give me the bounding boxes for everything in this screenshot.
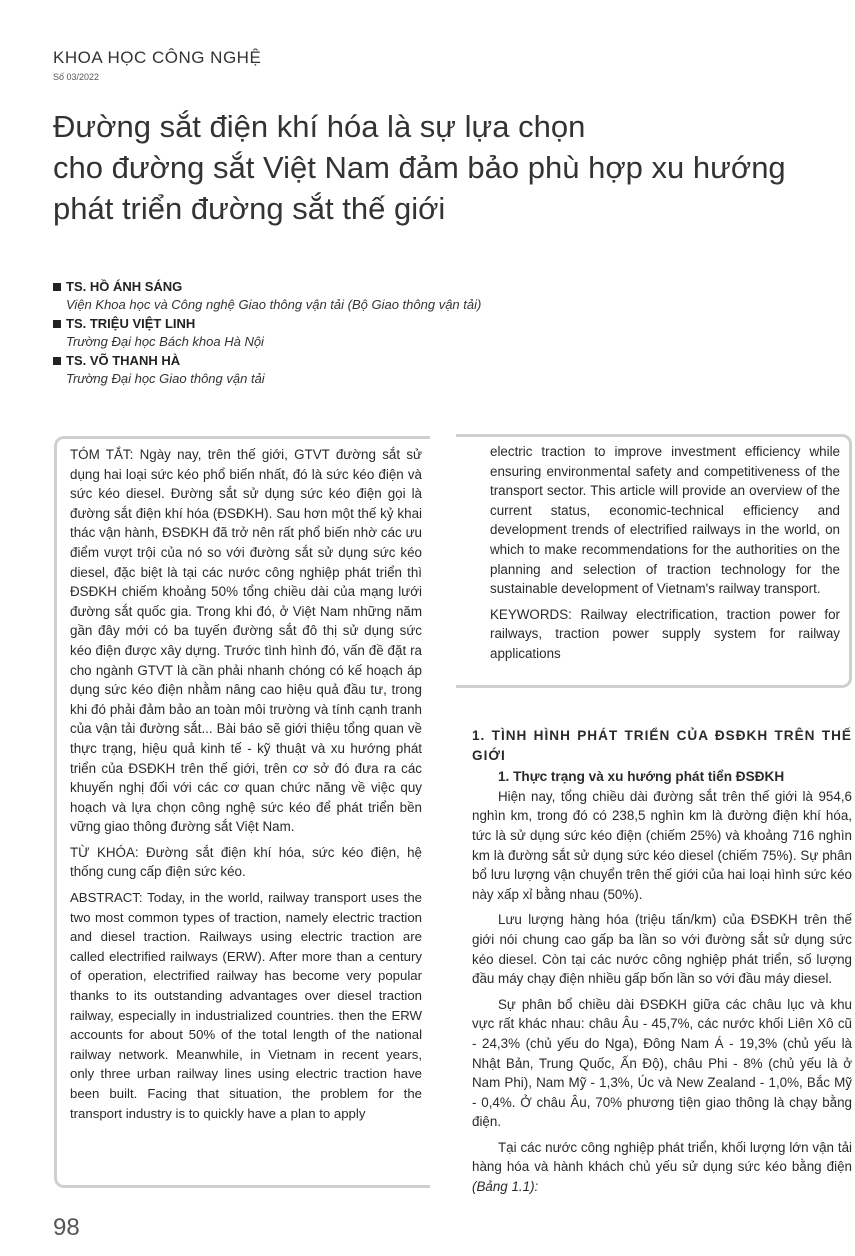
summary-text: Ngày nay, trên thế giới, GTVT đường sắt sử dụng hai loại sức kéo phổ biến nhất, đó là sức kéo điện và sức kéo diesel. Đường sắt sử dụng sức kéo điện gọi là đường sắt điện khí hóa (ĐSĐKH). Sau hơn một thế kỷ khai thác vận hành, ĐSĐKH đã trở nên rất phổ biến nhờ các ưu điểm vượt trội của nó so với đường sắt sử dụng sức kéo diesel, đặc biệt là tại các nước công nghiệp phát triển thì ĐSĐKH chiếm khoảng 50% tổng chiều dài của mạng lưới đường sắt quốc gia. Trong khi đó, ở Việt Nam những năm gần đây mới có ba tuyến đường sắt đô thị sử dụng sức kéo điện được xây dựng. Trước tình hình đó, vấn đề đặt ra cho ngành GTVT là cần phải nhanh chóng có kế hoạch áp dụng sức kéo điện nhằm nâng cao hiệu quả đầu tư, trong khi đó phải đảm bảo an toàn môi trường và tính cạnh tranh của vận tải đường sắt... Bài báo sẽ giới thiệu tổng quan về thực trạng, hiệu quả kinh tế - kỹ thuật và xu hướng phát triển của ĐSĐKH trên thế giới, trên cơ sở đó đưa ra các khuyến nghị đối với các cơ quan chức năng về việc quy hoạch và lựa chọn công nghệ sức kéo để phát triển bền vững giao thông đường sắt Việt Nam.	[70, 447, 422, 835]
title-line-3: phát triển đường sắt thế giới	[53, 191, 446, 226]
section-heading: 1. TÌNH HÌNH PHÁT TRIỂN CỦA ĐSĐKH TRÊN THẾ GIỚI	[472, 728, 852, 763]
author-2	[53, 315, 613, 333]
title-line-1: Đường sắt điện khí hóa là sự lựa chọn	[53, 109, 586, 144]
author-name: TS. TRIỆU VIỆT LINH	[66, 316, 196, 331]
table-reference: (Bảng 1.1):	[472, 1179, 539, 1195]
body-paragraph: Lưu lượng hàng hóa (triệu tấn/km) của ĐSĐKH trên thế giới nói chung cao gấp ba lần so với đường sắt sử dụng sức kéo diesel. Còn tại các nước công nghiệp phát triển, số lượng đầu máy chạy điện nhiều gấp bốn lần so với đầu máy diesel.	[472, 912, 852, 987]
abstract-column-left	[70, 445, 422, 1129]
keywords-vi-text: Đường sắt điện khí hóa, sức kéo điện, hệ thống cung cấp điện sức kéo.	[70, 844, 422, 880]
page-number: 98	[53, 1214, 80, 1241]
author-3	[53, 352, 613, 370]
section-tag: KHOA HỌC CÔNG NGHỆ	[53, 48, 262, 67]
keywords-vi-label: TỪ KHÓA:	[70, 844, 139, 860]
bullet-square-icon	[53, 320, 61, 328]
title-line-2: cho đường sắt Việt Nam đảm bảo phù hợp xu hướng	[53, 150, 786, 185]
author-name: TS. HỒ ÁNH SÁNG	[66, 279, 183, 294]
author-list	[53, 278, 613, 389]
abstract-text: Today, in the world, railway transport uses the two most common types of traction, namely electric traction and diesel traction. Railways using electric traction are called electrified railways (ERW). After more than a century of operation, electrified railway has become very popular thanks to its outstanding advantages over diesel traction railway, especially in industrialized countries. then the ERW accounts for about 50% of the total length of the national railway network. Meanwhile, in Vietnam in recent years, only three urban railway lines using electric traction have been built. Facing that situation, the problem for the transport industry is to quickly have a plan to apply	[70, 890, 422, 1121]
keywords-vi-paragraph	[70, 843, 422, 882]
body-column	[472, 726, 852, 1203]
issue-number: Số 03/2022	[53, 72, 100, 82]
summary-label: TÓM TẮT:	[70, 447, 134, 462]
body-paragraph	[472, 1138, 852, 1197]
bullet-square-icon	[53, 283, 61, 291]
author-name: TS. VÕ THANH HÀ	[66, 353, 181, 368]
author-affiliation: Trường Đại học Giao thông vận tải	[66, 371, 265, 386]
author-affiliation: Trường Đại học Bách khoa Hà Nội	[66, 334, 264, 349]
keywords-en-paragraph	[490, 605, 840, 664]
article-title	[53, 106, 833, 229]
abstract-label: ABSTRACT:	[70, 890, 143, 906]
summary-paragraph	[70, 445, 422, 837]
body-paragraph-text: Tại các nước công nghiệp phát triển, khối lượng lớn vận tải hàng hóa và hành khách chủ yếu sử dụng sức kéo bằng điện	[472, 1139, 852, 1175]
abstract-continuation: electric traction to improve investment efficiency while ensuring environmental safety and competitiveness of the transport sector. This article will provide an overview of the current status, economic-technical efficiency and development trends of electrified railways in the world, on which to make recommendations for the authorities on the planning and selection of traction technology for the sustainable development of Vietnam's railway transport.	[490, 444, 840, 597]
bullet-square-icon	[53, 357, 61, 365]
body-paragraph: Hiện nay, tổng chiều dài đường sắt trên thế giới là 954,6 nghìn km, trong đó có 238,5 nghìn km là đường điện khí hóa, tức là sử dụng sức kéo điện (chiếm 25%) và khoảng 716 nghìn km là đường sắt sử dụng sức kéo diesel (chiếm 75%). Sự phân bổ lưu lượng vận chuyển trên thế giới của hai loại hình sức kéo này xấp xỉ bằng nhau (50%).	[472, 788, 852, 902]
abstract-paragraph	[70, 888, 422, 1123]
author-affiliation: Viện Khoa học và Công nghệ Giao thông vận tải (Bộ Giao thông vận tải)	[66, 297, 482, 312]
author-1	[53, 278, 613, 296]
keywords-en-label: KEYWORDS:	[490, 606, 572, 622]
keywords-en-text: Railway electrification, traction power for railways, traction power supply system for railway applications	[490, 606, 840, 661]
subsection-heading: 1. Thực trạng và xu hướng phát tiển ĐSĐKH	[498, 769, 785, 785]
body-paragraph: Sự phân bổ chiều dài ĐSĐKH giữa các châu lục và khu vực rất khác nhau: châu Âu - 45,7%, các nước khối Liên Xô cũ - 24,3% (chủ yếu do Nga), Đông Nam Á - 19,3% (chủ yếu là Nhật Bản, Trung Quốc, Ấn Độ), châu Phi - 8% (chủ yếu là ở Nam Phi), Nam Mỹ - 1,3%, Úc và New Zealand - 1,0%, Bắc Mỹ - 0,4%. Ở châu Âu, 70% phương tiện giao thông là chạy bằng điện.	[472, 996, 852, 1130]
abstract-column-right	[490, 442, 840, 670]
